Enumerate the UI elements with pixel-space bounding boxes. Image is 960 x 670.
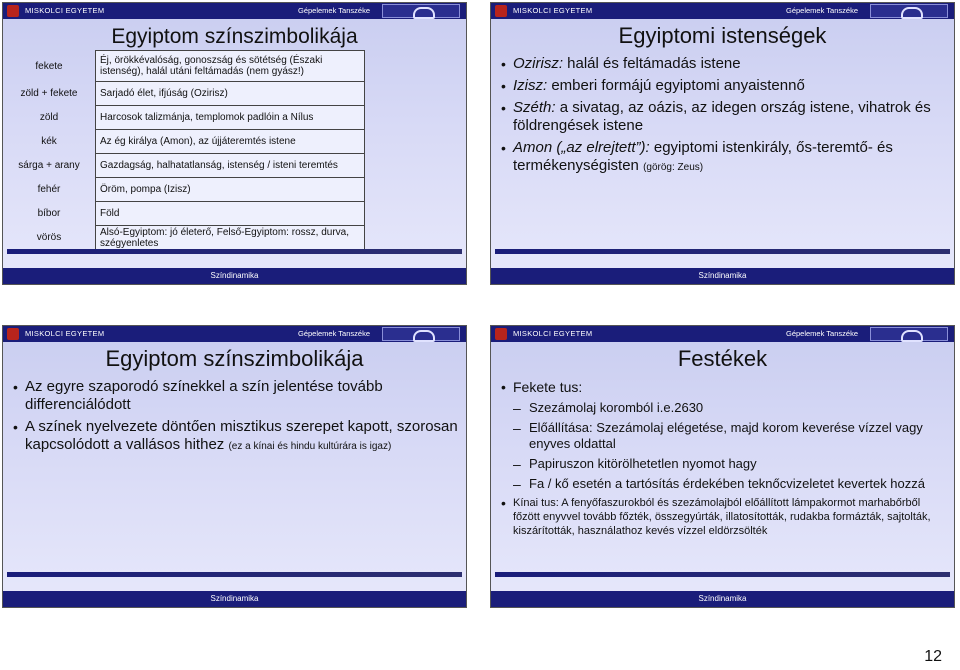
color-name-cell: vörös — [3, 226, 96, 250]
department-name: Gépelemek Tanszéke — [786, 329, 858, 338]
table-row — [3, 154, 365, 178]
list-item: • Amon („az elrejtett”): egyiptomi istenkirály, ős-teremtő- és termékenységisten (görög: Zeus) — [501, 139, 946, 177]
divider — [495, 572, 950, 577]
slide-header — [3, 326, 466, 342]
slide-footer: Színdinamika — [491, 268, 954, 284]
university-name: MISKOLCI EGYETEM — [25, 329, 105, 338]
color-name-cell: sárga + arany — [3, 154, 96, 178]
list-item: • Kínai tus: A fenyőfaszurokból és szezámolajból előállított lámpakormot marhabőrből főzött enyvvel tovább főzték, összegyúrták, illatosították, rudakba formázták, sajtolták, kiszárították, használathoz kevés vízzel eldörzsölték — [501, 496, 946, 538]
slide-egyiptom-szinszimbolika-text — [2, 325, 467, 608]
color-meaning-cell: Éj, örökkévalóság, gonoszság és sötétség (Északi istenség), halál utáni feltámadás (nem gyász!) — [96, 51, 365, 82]
color-meaning-cell: Föld — [96, 202, 365, 226]
list-item: • A színek nyelvezete döntően misztikus szerepet kapott, szorosan kapcsolódott a vallásos hithez (ez a kínai és hindu kultúrára is igaz) — [13, 418, 458, 456]
slide-footer: Színdinamika — [3, 268, 466, 284]
sub-list-item: – Papiruszon kitörölhetetlen nyomot hagy — [513, 456, 946, 472]
slide-footer: Színdinamika — [491, 591, 954, 607]
department-logo-icon — [382, 4, 460, 18]
sub-list — [513, 400, 946, 492]
department-logo-icon — [870, 327, 948, 341]
color-name-cell: zöld — [3, 106, 96, 130]
color-meaning-cell: Harcosok talizmánja, templomok padlóin a Nílus — [96, 106, 365, 130]
color-meaning-cell: Sarjadó élet, ifjúság (Ozirisz) — [96, 82, 365, 106]
slide-title: Festékek — [677, 346, 768, 371]
department-name: Gépelemek Tanszéke — [298, 6, 370, 15]
table-row — [3, 51, 365, 82]
sub-list-item: – Szezámolaj koromból i.e.2630 — [513, 400, 946, 416]
deity-list — [501, 55, 946, 181]
table-row — [3, 106, 365, 130]
slide-header — [491, 3, 954, 19]
slide-egyiptom-szinszimbolika-table — [2, 2, 467, 285]
color-name-cell: fehér — [3, 178, 96, 202]
page-number: 12 — [924, 648, 942, 665]
list-item: • Ozirisz: halál és feltámadás istene — [501, 55, 946, 73]
color-meaning-cell: Alsó-Egyiptom: jó életerő, Felső-Egyiptom: rossz, durva, szégyenletes — [96, 226, 365, 250]
color-name-cell: zöld + fekete — [3, 82, 96, 106]
list-item: • Az egyre szaporodó színekkel a szín jelentése tovább differenciálódott — [13, 378, 458, 414]
table-row — [3, 202, 365, 226]
department-name: Gépelemek Tanszéke — [786, 6, 858, 15]
university-crest-icon — [7, 5, 19, 17]
table-row — [3, 130, 365, 154]
table-row — [3, 226, 365, 250]
color-name-cell: bíbor — [3, 202, 96, 226]
list-item: • Széth: a sivatag, az oázis, az idegen ország istene, vihatrok és földrengések istene — [501, 99, 946, 135]
slide-title: Egyiptomi istenségek — [618, 23, 827, 48]
list-item: • Izisz: emberi formájú egyiptomi anyaistennő — [501, 77, 946, 95]
slide-title: Egyiptom színszimbolikája — [111, 25, 358, 48]
slide-egyiptomi-istensegek — [490, 2, 955, 285]
university-crest-icon — [495, 328, 507, 340]
slide-header — [3, 3, 466, 19]
slide-header — [491, 326, 954, 342]
slide-footer: Színdinamika — [3, 591, 466, 607]
university-crest-icon — [495, 5, 507, 17]
color-symbolism-table — [3, 50, 365, 250]
bullet-list — [13, 378, 458, 460]
slide-festekek — [490, 325, 955, 608]
department-logo-icon — [382, 327, 460, 341]
color-name-cell: kék — [3, 130, 96, 154]
list-item: • Fekete tus: – Szezámolaj koromból i.e.2630 – Előállítása: Szezámolaj elégetése, majd korom keverése vízzel vagy enyves oldattal – Papiruszon kitörölhetetlen nyomot hagy – Fa / kő esetén a tartósítás érdekében teknőcvizeletet kevertek hozzá — [501, 378, 946, 492]
color-meaning-cell: Az ég királya (Amon), az újjáteremtés istene — [96, 130, 365, 154]
department-logo-icon — [870, 4, 948, 18]
color-meaning-cell: Gazdagság, halhatatlanság, istenség / isteni teremtés — [96, 154, 365, 178]
department-name: Gépelemek Tanszéke — [298, 329, 370, 338]
sub-list-item: – Előállítása: Szezámolaj elégetése, majd korom keverése vízzel vagy enyves oldattal — [513, 420, 946, 452]
color-meaning-cell: Öröm, pompa (Izisz) — [96, 178, 365, 202]
divider — [7, 572, 462, 577]
university-name: MISKOLCI EGYETEM — [513, 329, 593, 338]
color-name-cell: fekete — [3, 51, 96, 82]
slide-title: Egyiptom színszimbolikája — [105, 346, 364, 371]
university-crest-icon — [7, 328, 19, 340]
divider — [495, 249, 950, 254]
divider — [7, 249, 462, 254]
sub-list-item: – Fa / kő esetén a tartósítás érdekében teknőcvizeletet kevertek hozzá — [513, 476, 946, 492]
table-row — [3, 82, 365, 106]
university-name: MISKOLCI EGYETEM — [25, 6, 105, 15]
university-name: MISKOLCI EGYETEM — [513, 6, 593, 15]
pigment-list — [501, 378, 946, 542]
table-row — [3, 178, 365, 202]
